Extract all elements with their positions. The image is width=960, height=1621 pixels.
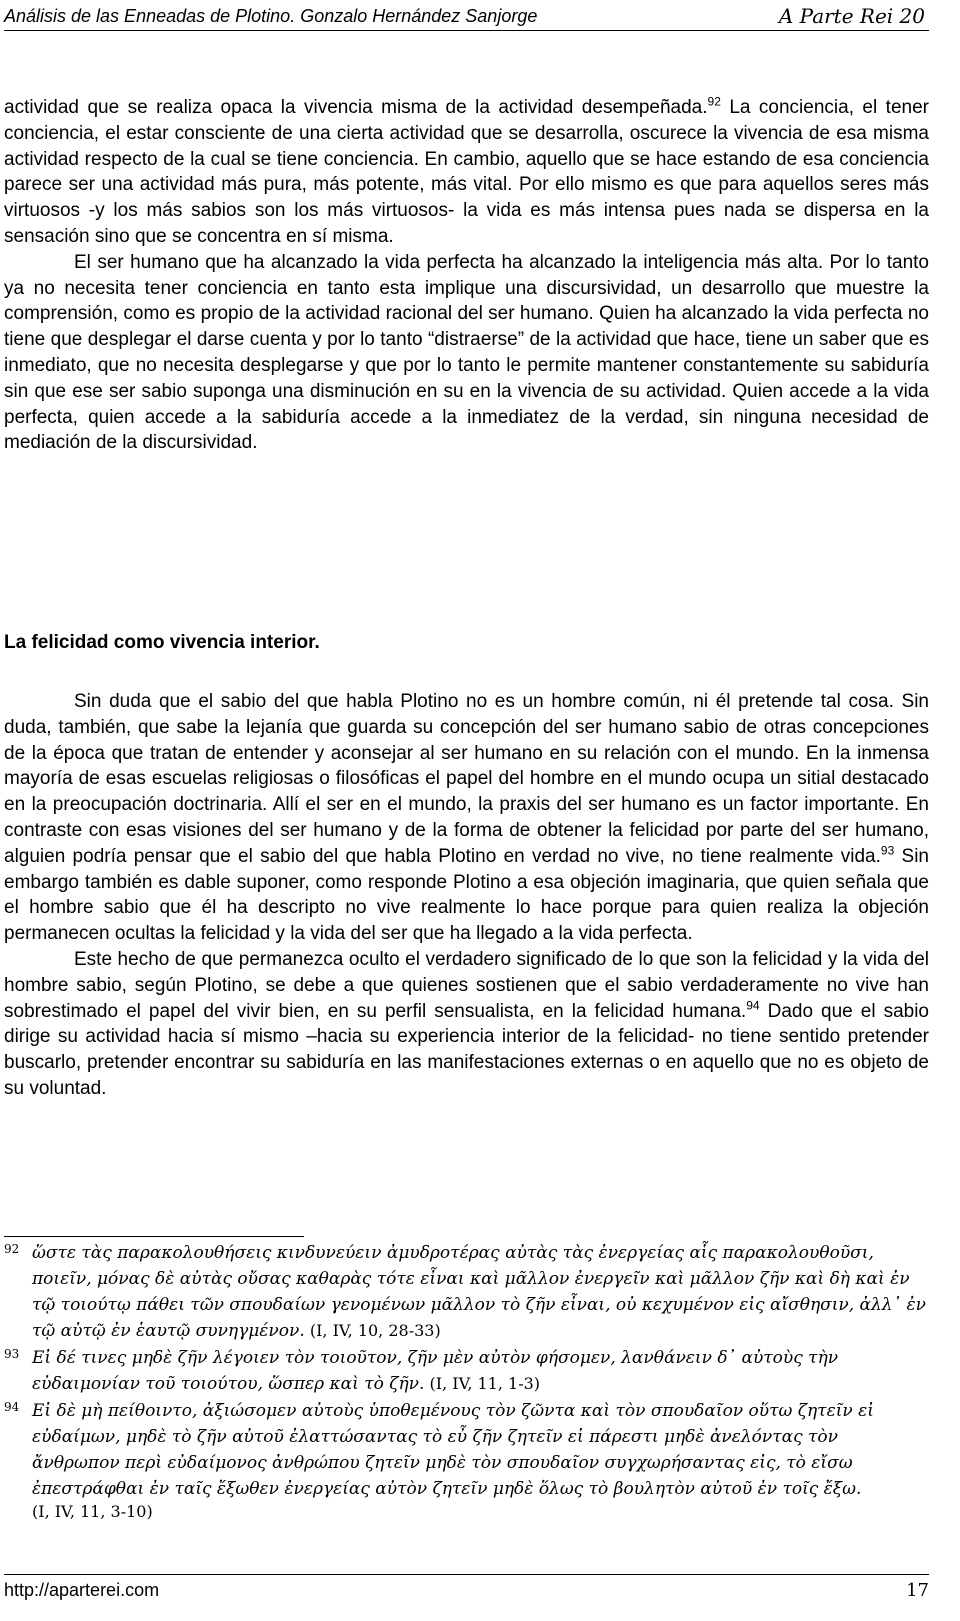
footnote-greek-text: ὥστε τὰς παρακολουθήσεις κινδυνεύειν ἀμυδροτέρας αὐτὰς τὰς ἐνεργείας αἷς παρακολουθοῦσι, ποιεῖν, μόνας δὲ αὐτὰς οὔσας καθαρὰς τότε εἶναι καὶ μᾶλλον ἐνεργεῖν καὶ μᾶλλον ζῆν καὶ δὴ καὶ ἐν τῷ τοιούτῳ πάθει τῶν σπουδαίων γενομένων μᾶλλον τὸ ζῆν εἶναι, οὐ κεχυμένον εἰς αἴσθησιν, ἀλλ᾽ ἐν τῷ αὐτῷ ἐν ἑαυτῷ συνηγμένον.: [32, 1243, 926, 1341]
footnote-ref-93[interactable]: 93: [880, 843, 895, 858]
paragraph: actividad que se realiza opaca la vivencia misma de la actividad desempeñada.$^{92}$ La conciencia, el tener conciencia, el estar consciente de una cierta actividad que se desarrolla, oscurece la vivencia de esa misma actividad respecto de la cual se tiene conciencia. En cambio, aquello que se hace estando de esa conciencia parece ser una actividad más pura, más potente, más vital. Por ello mismo es que para aquellos seres más virtuosos -y los más sabios son los más virtuosos- la vida es más intensa pues nada se dispersa en la sensación sino que se concentra en sí misma.: [4, 94, 929, 247]
page-number: 17: [906, 1580, 929, 1601]
footnote-92: [4, 1240, 929, 1344]
page-footer: [4, 1574, 929, 1601]
footnote-number: 93: [4, 1347, 20, 1361]
footnotes: [4, 1240, 929, 1522]
footnote-citation: (I, IV, 11, 3-10): [32, 1502, 153, 1521]
footnote-94: [4, 1398, 929, 1521]
page-header: [4, 4, 929, 31]
section-heading: La felicidad como vivencia interior.: [4, 632, 320, 653]
footnote-ref-94[interactable]: 94: [746, 998, 760, 1013]
footer-url[interactable]: http://aparterei.com: [4, 1580, 160, 1600]
footnote-ref-92[interactable]: 92: [707, 94, 721, 109]
footnote-greek-text: Εἰ δέ τινες μηδὲ ζῆν λέγοιεν τὸν τοιοῦτον, ζῆν μὲν αὐτὸν φήσομεν, λανθάνειν δ᾽ αὐτοὺς τὴν εὐδαιμονίαν τοῦ τοιούτου, ὥσπερ καὶ τὸ ζῆν.: [32, 1348, 839, 1394]
footnote-citation: (I, IV, 11, 1-3): [429, 1374, 541, 1393]
body-text-top: [4, 95, 929, 456]
paragraph: Sin duda que el sabio del que habla Plotino no es un hombre común, ni él pretende tal cosa. Sin duda, también, que sabe la lejanía que guarda su concepción del ser humano sabio de otras concepciones de la época que tratan de entender y aconsejar al ser humano en su relación con el mundo. En la inmensa mayoría de esas escuelas religiosas o filosóficas el papel del hombre en el mundo ocupa un sitial destacado en la preocupación doctrinaria. Allí el ser en el mundo, la praxis del ser humano es un factor importante. En contraste con esas visiones del ser humano y de la forma de obtener la felicidad por parte del ser humano, alguien podría pensar que el sabio del que habla Plotino en verdad no vive, no tiene realmente vida.$^{93}$ Sin embargo también es dable suponer, como responde Plotino a esa objeción imaginaria, que quien señala que el hombre sabio que él ha descripto no vive realmente lo hace porque para quien realiza la objeción permanecen ocultas la felicidad y la vida del ser que ha llegado a la vida perfecta.: [4, 691, 930, 945]
footnote-number: 92: [4, 1242, 20, 1256]
paragraph: El ser humano que ha alcanzado la vida perfecta ha alcanzado la inteligencia más alta. Por lo tanto ya no necesita tener conciencia en tanto esta implique una discursividad, un desarrollo que muestre la comprensión, como es propio de la actividad racional del ser humano. Quien ha alcanzado la vida perfecta no tiene que desplegar el darse cuenta y por lo tanto “distraerse” de la actividad que hace, tiene un saber que es inmediato, que no necesita desplegarse y que por lo tanto le permite mantener constantemente su sabiduría sin que ese ser sabio suponga una disminución en su en la vivencia de su actividad. Quien accede a la vida perfecta, quien accede a la sabiduría accede a la inmediatez de la verdad, sin ninguna necesidad de mediación de la discursividad.: [4, 251, 929, 454]
footnote-citation: (I, IV, 10, 28-33): [309, 1321, 441, 1340]
footnote-greek-text: Εἰ δὲ μὴ πείθοιντο, ἀξιώσομεν αὐτοὺς ὑποθεμένους τὸν ζῶντα καὶ τὸν σπουδαῖον οὕτω ζητεῖν εἰ εὐδαίμων, μηδὲ τὸ ζῆν αὐτοῦ ἐλαττώσαντας τὸ εὖ ζῆν ζητεῖν εἰ πάρεστι μηδὲ ἀνελόντας τὸν ἄνθρωπον περὶ εὐδαίμονος ἀνθρώπου ζητεῖν μηδὲ τὸν σπουδαῖον συγχωρήσαντας εἰς, τὸ εἴσω ἐπεστράφθαι ἐν ταῖς ἔξωθεν ἐνεργείας αὐτὸν ζητεῖν μηδὲ ὅλως τὸ βουλητὸν αὐτοῦ ἐν τοῖς ἔξω.: [32, 1401, 874, 1499]
footnote-number: 94: [4, 1400, 20, 1414]
header-journal: A Parte Rei 20: [778, 4, 925, 28]
footnote-divider: [4, 1236, 304, 1237]
paragraph: Este hecho de que permanezca oculto el verdadero significado de lo que son la felicidad y la vida del hombre sabio, según Plotino, se debe a que quienes sostienen que el sabio verdaderamente no vive han sobrestimado el papel del vivir bien, en su perfil sensualista, en la felicidad humana.$^{94}$ Dado que el sabio dirige su actividad hacia sí mismo –hacia su experiencia interior de la felicidad- no tiene sentido pretender buscarlo, pretender encontrar su sabiduría en las manifestaciones externas o en aquello que no es objeto de su voluntad.: [4, 948, 929, 1099]
footnote-93: [4, 1345, 929, 1397]
body-text-bottom: [4, 689, 929, 1102]
header-title: Análisis de las Enneadas de Plotino. Gonzalo Hernández Sanjorge: [4, 6, 538, 26]
